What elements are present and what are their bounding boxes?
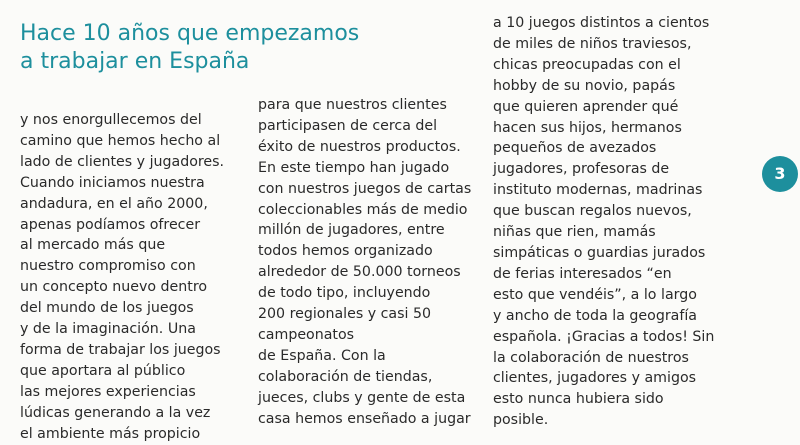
text-line: esto que vendéis”, a lo largo xyxy=(493,286,697,303)
text-line: las mejores experiencias xyxy=(20,383,196,400)
text-line: participasen de cerca del xyxy=(258,117,438,134)
text-line: simpáticas o guardias jurados xyxy=(493,244,706,261)
text-line: y de la imaginación. Una xyxy=(20,321,196,338)
text-line: que buscan regalos nuevos, xyxy=(493,203,692,220)
text-line: de España. Con la xyxy=(258,347,386,364)
article-title xyxy=(20,20,359,76)
text-line: jugadores, profesoras de xyxy=(493,161,670,178)
text-line: pequeños de avezados xyxy=(493,140,657,157)
text-line: chicas preocupadas con el xyxy=(493,56,681,73)
title-line: a trabajar en España xyxy=(20,49,250,74)
text-line: lúdicas generando a la vez xyxy=(20,404,211,421)
text-line: de todo tipo, incluyendo xyxy=(258,285,431,302)
text-line: al mercado más que xyxy=(20,237,166,254)
text-line: Cuando iniciamos nuestra xyxy=(20,174,205,191)
text-line: de miles de niños traviesos, xyxy=(493,35,692,52)
text-line: hobby de su novio, papás xyxy=(493,77,676,94)
text-line: En este tiempo han jugado xyxy=(258,159,450,176)
text-line: hacen sus hijos, hermanos xyxy=(493,119,682,136)
text-line: 200 regionales y casi 50 xyxy=(258,306,432,323)
text-line: y nos enorgullecemos del xyxy=(20,112,202,128)
text-line: del mundo de los juegos xyxy=(20,300,194,317)
text-line: la colaboración de nuestros xyxy=(493,349,689,366)
text-column-2 xyxy=(258,95,471,430)
text-line: colaboración de tiendas, xyxy=(258,368,433,385)
text-line: jueces, clubs y gente de esta xyxy=(258,389,466,406)
text-line: con nuestros juegos de cartas xyxy=(258,180,472,197)
text-line: instituto modernas, madrinas xyxy=(493,182,703,199)
text-line: clientes, jugadores y amigos xyxy=(493,370,697,387)
text-line: esto nunca hubiera sido xyxy=(493,391,664,408)
text-line: millón de jugadores, entre xyxy=(258,222,445,239)
text-line: forma de trabajar los juegos xyxy=(20,341,221,358)
text-line: todos hemos organizado xyxy=(258,243,433,260)
text-line: casa hemos enseñado a jugar xyxy=(258,410,471,427)
text-line: a 10 juegos distintos a cientos xyxy=(493,15,710,31)
text-line: coleccionables más de medio xyxy=(258,201,468,218)
text-line: camino que hemos hecho al xyxy=(20,132,221,149)
text-line: lado de clientes y jugadores. xyxy=(20,153,225,170)
page-number-badge: 3 xyxy=(762,156,798,192)
text-line: nuestro compromiso con xyxy=(20,258,196,275)
text-line: para que nuestros clientes xyxy=(258,97,447,113)
title-line: Hace 10 años que empezamos xyxy=(20,21,360,46)
text-line: española. ¡Gracias a todos! Sin xyxy=(493,328,715,345)
text-line: y ancho de toda la geografía xyxy=(493,307,697,324)
text-line: que aportara al público xyxy=(20,362,186,379)
text-column-1 xyxy=(20,110,224,445)
text-line: campeonatos xyxy=(258,326,355,343)
text-line: un concepto nuevo dentro xyxy=(20,279,208,296)
text-line: de ferias interesados “en xyxy=(493,265,672,282)
text-line: niñas que rien, mamás xyxy=(493,224,656,241)
text-line: apenas podíamos ofrecer xyxy=(20,216,201,233)
text-column-3 xyxy=(493,13,714,431)
text-line: éxito de nuestros productos. xyxy=(258,138,461,155)
text-line: el ambiente más propicio xyxy=(20,425,201,442)
text-line: que quieren aprender qué xyxy=(493,98,679,115)
text-line: posible. xyxy=(493,412,549,429)
text-line: andadura, en el año 2000, xyxy=(20,195,208,212)
text-line: alrededor de 50.000 torneos xyxy=(258,264,461,281)
